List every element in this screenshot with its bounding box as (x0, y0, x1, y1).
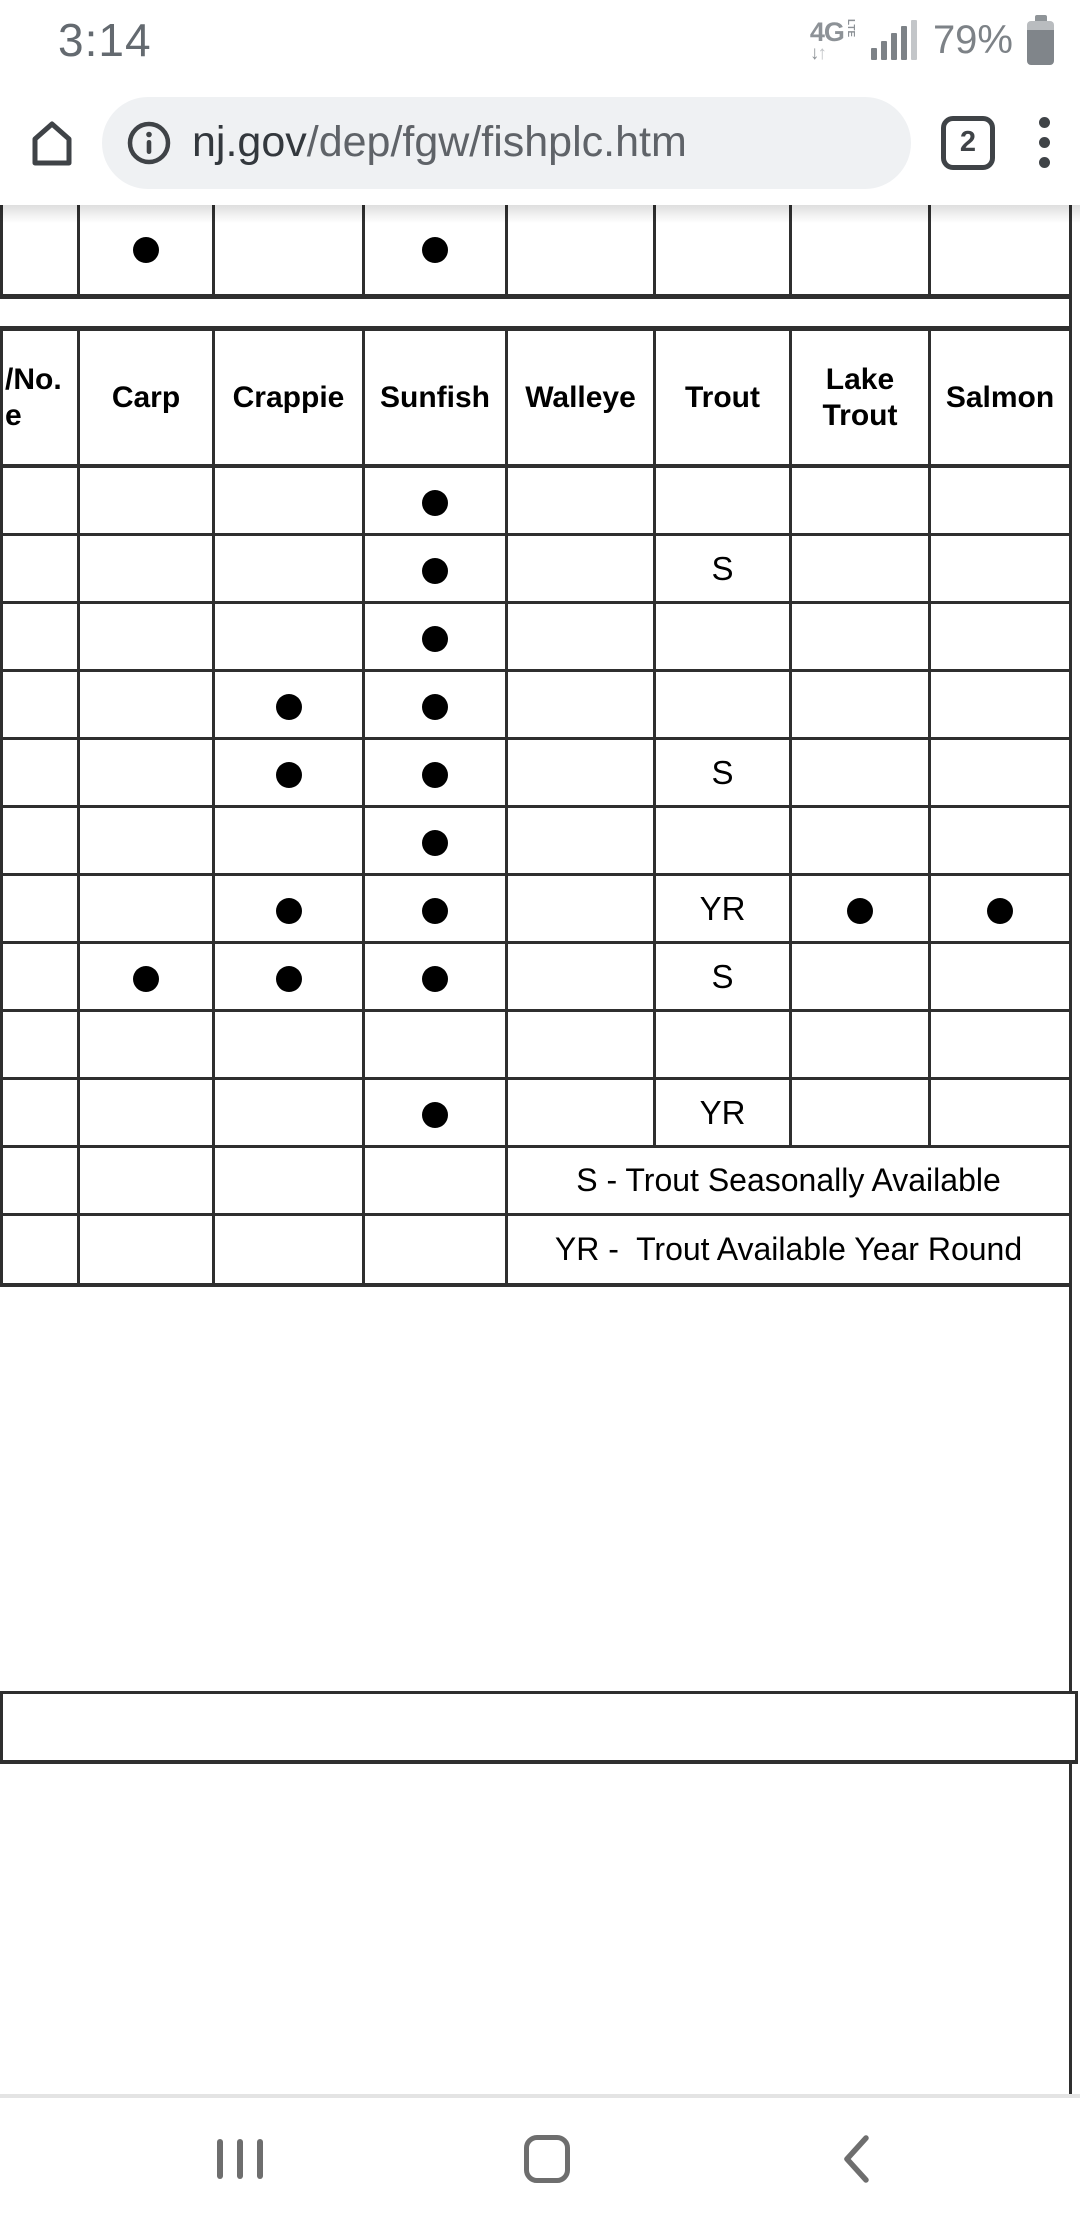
table-cell (214, 875, 364, 943)
table-cell (214, 1011, 364, 1079)
species-present-dot (133, 237, 159, 263)
table-row (2, 943, 1071, 1011)
table-cell (507, 807, 655, 875)
table-cell (364, 943, 507, 1011)
table-cell (791, 807, 930, 875)
table-cell (2, 535, 79, 603)
fish-table-upper-fragment (0, 205, 1072, 299)
table-cell (214, 1147, 364, 1215)
table-cell (2, 1147, 79, 1215)
table-cell (364, 1215, 507, 1286)
table-cell (364, 1011, 507, 1079)
tab-count: 2 (959, 126, 977, 158)
home-icon (26, 117, 78, 169)
species-present-dot (422, 762, 448, 788)
table-cell (507, 1011, 655, 1079)
table-cell (655, 466, 791, 535)
table-cell (364, 671, 507, 739)
legend-row (2, 1147, 1071, 1215)
table-cell (930, 807, 1071, 875)
column-header-partial: /No. e (2, 329, 79, 467)
url-text (192, 118, 887, 167)
table-cell (79, 1079, 214, 1147)
table-cell (2, 1215, 79, 1286)
table-cell (930, 466, 1071, 535)
table-cell (930, 535, 1071, 603)
species-present-dot (422, 558, 448, 584)
table-cell (655, 807, 791, 875)
browser-toolbar (0, 80, 1080, 205)
clock: 3:14 (58, 14, 152, 66)
column-header: Trout (655, 329, 791, 467)
table-cell: YR (655, 1079, 791, 1147)
table-row (2, 535, 1071, 603)
table-cell (507, 205, 655, 297)
table-cell (214, 535, 364, 603)
table-cell (2, 671, 79, 739)
status-indicators (810, 15, 1054, 65)
species-present-dot (422, 1102, 448, 1128)
table-cell (791, 603, 930, 671)
table-cell (364, 1147, 507, 1215)
table-row (2, 603, 1071, 671)
table-cell (214, 671, 364, 739)
legend-note: S - Trout Seasonally Available (507, 1147, 1071, 1215)
table-row (2, 466, 1071, 535)
species-present-dot (422, 966, 448, 992)
table-cell (364, 603, 507, 671)
species-present-dot (987, 898, 1013, 924)
table-cell (655, 603, 791, 671)
table-cell (2, 466, 79, 535)
species-present-dot (422, 237, 448, 263)
nav-home-button[interactable] (487, 2098, 607, 2220)
table-cell (930, 1011, 1071, 1079)
nav-home-icon (524, 2135, 570, 2183)
android-nav-bar (0, 2098, 1080, 2220)
signal-strength-icon (871, 20, 917, 60)
table-cell (930, 671, 1071, 739)
battery-percent: 79% (932, 17, 1013, 62)
table-cell (930, 1079, 1071, 1147)
table-cell (930, 739, 1071, 807)
table-row (2, 205, 1071, 297)
table-cell (791, 671, 930, 739)
species-present-dot (422, 898, 448, 924)
table-cell (507, 943, 655, 1011)
lower-table-fragment (0, 1691, 1078, 1764)
table-cell (507, 466, 655, 535)
fish-stocking-table (0, 326, 1072, 1287)
recent-apps-icon (217, 2139, 263, 2179)
table-cell (79, 1215, 214, 1286)
column-header: Crappie (214, 329, 364, 467)
tab-switcher-button[interactable] (941, 116, 995, 170)
table-row (2, 671, 1071, 739)
table-cell (791, 466, 930, 535)
table-row (2, 739, 1071, 807)
column-header: Lake Trout (791, 329, 930, 467)
table-row (2, 1011, 1071, 1079)
network-4g-lte-icon: 4G LTE ↓↑ (809, 17, 856, 64)
table-cell (791, 739, 930, 807)
table-cell (930, 875, 1071, 943)
table-cell (507, 603, 655, 671)
table-cell (364, 875, 507, 943)
table-cell (2, 943, 79, 1011)
table-cell (507, 535, 655, 603)
overflow-menu-button[interactable] (1035, 113, 1054, 172)
table-row (2, 875, 1071, 943)
status-bar (0, 0, 1080, 80)
table-cell: S (655, 535, 791, 603)
table-cell (214, 466, 364, 535)
table-cell (364, 205, 507, 297)
table-cell (2, 1079, 79, 1147)
table-cell: S (655, 739, 791, 807)
species-present-dot (422, 490, 448, 516)
table-cell (2, 205, 79, 297)
battery-icon (1027, 15, 1054, 65)
column-header: Salmon (930, 329, 1071, 467)
table-cell (79, 205, 214, 297)
table-cell (214, 1215, 364, 1286)
table-cell (214, 205, 364, 297)
recent-apps-button[interactable] (180, 2098, 300, 2220)
url-domain: nj.gov (192, 118, 307, 166)
table-cell: S (655, 943, 791, 1011)
column-header: Sunfish (364, 329, 507, 467)
table-row (2, 1079, 1071, 1147)
table-cell (79, 943, 214, 1011)
table-cell (791, 875, 930, 943)
table-cell (791, 205, 930, 297)
table-cell (79, 739, 214, 807)
table-cell (930, 603, 1071, 671)
table-cell (2, 739, 79, 807)
table-cell (79, 875, 214, 943)
table-cell (79, 535, 214, 603)
table-cell (79, 671, 214, 739)
table-cell (214, 603, 364, 671)
menu-dots-icon (1039, 117, 1050, 128)
species-present-dot (422, 694, 448, 720)
column-header: Walleye (507, 329, 655, 467)
home-button[interactable] (26, 117, 78, 169)
url-path: /dep/fgw/fishplc.htm (306, 118, 687, 166)
table-cell (364, 1079, 507, 1147)
table-cell (930, 943, 1071, 1011)
table-cell (2, 807, 79, 875)
column-header: Carp (79, 329, 214, 467)
table-cell (364, 535, 507, 603)
table-cell (2, 875, 79, 943)
table-cell (655, 205, 791, 297)
table-cell: YR (655, 875, 791, 943)
back-button[interactable] (796, 2098, 916, 2220)
table-cell (214, 1079, 364, 1147)
species-present-dot (133, 966, 159, 992)
species-present-dot (847, 898, 873, 924)
species-present-dot (276, 966, 302, 992)
table-cell (364, 466, 507, 535)
table-cell (214, 739, 364, 807)
table-cell (930, 205, 1071, 297)
table-row (2, 807, 1071, 875)
species-present-dot (422, 830, 448, 856)
table-cell (2, 1011, 79, 1079)
table-cell (214, 943, 364, 1011)
table-cell (791, 943, 930, 1011)
table-cell (655, 1011, 791, 1079)
table-cell (2, 603, 79, 671)
page-info-icon[interactable] (126, 120, 172, 166)
table-cell (507, 671, 655, 739)
table-cell (79, 807, 214, 875)
table-cell (364, 739, 507, 807)
table-cell (79, 1011, 214, 1079)
table-cell (214, 807, 364, 875)
table-cell (791, 535, 930, 603)
url-bar[interactable] (102, 97, 911, 189)
table-cell (791, 1011, 930, 1079)
species-present-dot (276, 694, 302, 720)
species-present-dot (422, 626, 448, 652)
table-cell (79, 1147, 214, 1215)
back-icon (839, 2133, 873, 2185)
table-cell (507, 1079, 655, 1147)
table-cell (655, 671, 791, 739)
species-present-dot (276, 898, 302, 924)
table-cell (79, 603, 214, 671)
table-cell (79, 466, 214, 535)
table-cell (364, 807, 507, 875)
legend-note: YR - Trout Available Year Round (507, 1215, 1071, 1286)
species-present-dot (276, 762, 302, 788)
legend-row (2, 1215, 1071, 1286)
header-row (2, 329, 1071, 467)
table-cell (507, 739, 655, 807)
table-cell (791, 1079, 930, 1147)
table-cell (507, 875, 655, 943)
